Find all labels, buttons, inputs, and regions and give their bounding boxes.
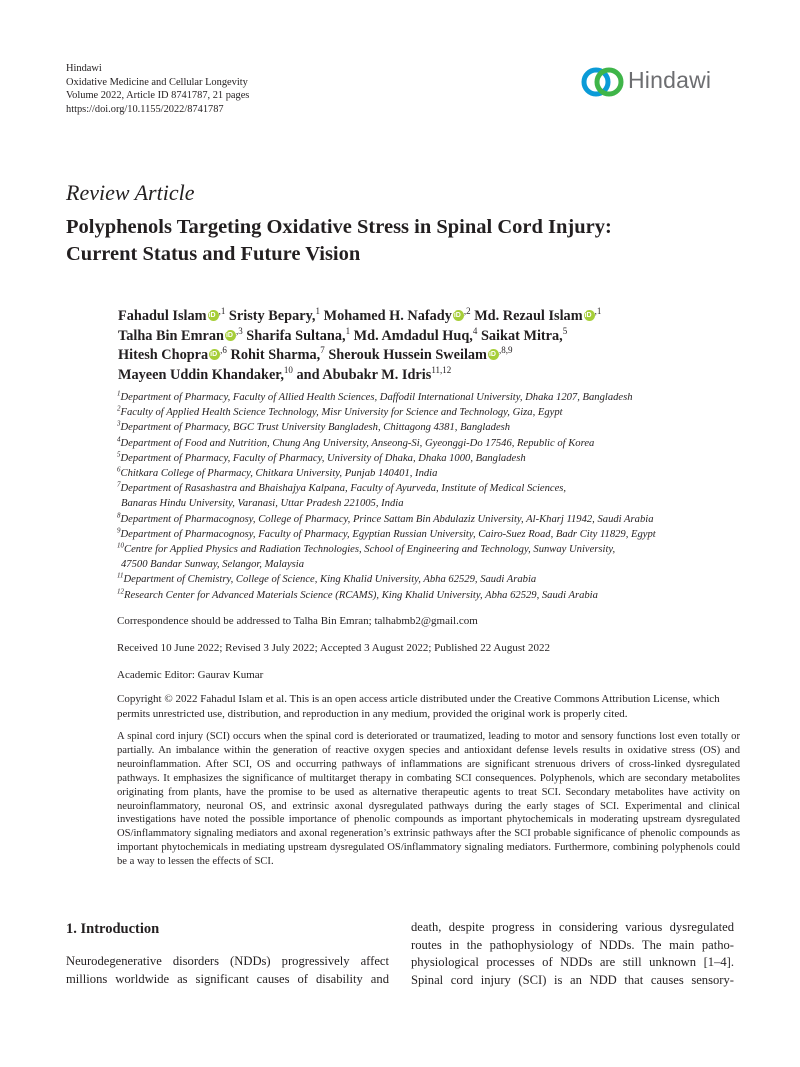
affiliation-marker: 5 [562, 325, 568, 336]
section-heading-introduction: 1. Introduction [66, 921, 160, 937]
affiliation [117, 436, 757, 451]
author-line [118, 346, 758, 366]
orcid-icon[interactable] [225, 330, 236, 341]
author-name: Md. Rezaul Islam [474, 308, 583, 324]
author[interactable] [353, 325, 478, 344]
affiliation [117, 390, 757, 405]
affiliation [117, 588, 757, 603]
affiliation-number: 9 [117, 526, 121, 535]
affiliation-text: Department of Pharmacy, Faculty of Allied Health Sciences, Daffodil International University, Dhaka 1207, Bangladesh [120, 392, 633, 403]
author[interactable] [246, 325, 351, 344]
received-dates: Received 10 June 2022; Revised 3 July 2022; Accepted 3 August 2022; Published 22 August 2022 [117, 642, 550, 654]
copyright-notice: Copyright © 2022 Fahadul Islam et al. This is an open access article distributed under the Creative Commons Attribution License, which permits unrestricted use, distribution, and reproduction in any medium, provided the original work is properly cited. [117, 693, 720, 720]
author[interactable] [474, 308, 601, 324]
author-line [118, 307, 758, 327]
affiliation-number: 4 [117, 435, 121, 444]
academic-editor: Academic Editor: Gaurav Kumar [117, 669, 264, 681]
affiliation-marker: ,6 [220, 345, 227, 356]
affiliation-number: 10 [117, 541, 124, 550]
title-line: Current Status and Future Vision [66, 243, 361, 265]
body-line: death, despite progress in considering various dysregulated [411, 920, 734, 934]
orcid-icon[interactable] [584, 310, 595, 321]
affiliation [117, 557, 757, 572]
publisher-name: Hindawi [66, 63, 102, 74]
title-line: Polyphenols Targeting Oxidative Stress in Spinal Cord Injury: [66, 216, 612, 238]
author-name: Saikat Mitra, [480, 327, 563, 344]
affiliation [117, 481, 757, 496]
affiliation-number: 3 [117, 419, 121, 428]
author-name: Rohit Sharma, [230, 347, 321, 364]
journal-name: Oxidative Medicine and Cellular Longevity [66, 76, 248, 88]
author[interactable] [118, 347, 227, 363]
article-title [66, 214, 746, 268]
affiliation-marker: 11,12 [431, 365, 452, 376]
affiliation-marker: ,3 [235, 325, 243, 336]
orcid-icon[interactable] [488, 349, 499, 360]
affiliation-number: 7 [117, 480, 121, 489]
article-type: Review Article [66, 180, 195, 205]
orcid-icon[interactable] [208, 310, 219, 321]
affiliation-marker: 1 [345, 325, 351, 336]
affiliation-number: 1 [117, 389, 121, 398]
affiliation-list [117, 390, 757, 603]
author[interactable] [118, 308, 225, 324]
affiliation-text: Department of Pharmacy, Faculty of Pharmacy, University of Dhaka, Dhaka 1000, Bangladesh [120, 452, 526, 464]
affiliation-number: 6 [117, 465, 121, 474]
author-name: and Abubakr M. Idris [296, 366, 432, 383]
author-line [118, 366, 758, 386]
abstract: A spinal cord injury (SCI) occurs when the spinal cord is deteriorated or traumatized, leading to motor and sensory functions lost even totally or partially. An imbalance within the generation of reactive oxygen species and antioxidant defense levels results in oxidative stress (OS) and neuroinflammation. After SCI, OS and occurring pathways of inflammations are significant strenuous drivers of cross-linked dysregulated pathways. It emphasizes the significance of multitarget therapy in combating SCI consequences. Polyphenols, which are secondary metabolites originating from plants, have the promise to be used as alternative therapeutic agents to treat SCI. Secondary metabolites have activity on neuroinflammatory, neuronal OS, and extrinsic axonal dysregulated pathways during the early stages of SCI. Experimental and clinical investigations have noted the possible importance of phenolic compounds as important phytochemicals in moderating upstream dysregulated OS/inflammatory signaling mediators and axonal regeneration’s extrinsic pathways after the SCI probable significance of phenolic compounds as important phytochemicals in mediating upstream dysregulated OS/inflammatory signaling mediators. Furthermore, combining polyphenols could be a way to lessen the effects of SCI. [117, 731, 740, 868]
affiliation-number: 5 [117, 450, 121, 459]
author-name: Sristy Bepary, [228, 308, 316, 324]
affiliation-text: Faculty of Applied Health Science Technology, Misr University for Science and Technology, Giza, Egypt [120, 407, 563, 419]
author-name: Sharifa Sultana, [246, 327, 346, 344]
author-name: Mohamed H. Nafady [323, 308, 452, 324]
affiliation-text: Chitkara College of Pharmacy, Chitkara University, Punjab 140401, India [120, 468, 438, 480]
author-line [118, 327, 758, 347]
body-column-left [66, 953, 389, 988]
affiliation-number: 12 [117, 587, 124, 596]
affiliation [117, 572, 757, 587]
author[interactable] [480, 325, 568, 344]
affiliation [117, 420, 757, 435]
author[interactable] [328, 347, 512, 363]
affiliation [117, 512, 757, 527]
affiliation-marker: ,1 [594, 306, 602, 317]
body-line: Spinal cord injury (SCI) is an NDD that causes sensory- [411, 972, 734, 987]
author-name: Mayeen Uddin Khandaker, [118, 366, 284, 383]
author[interactable] [324, 308, 471, 324]
affiliation [117, 405, 757, 420]
affiliation-text: Department of Pharmacognosy, Faculty of Pharmacy, Egyptian Russian University, Cairo-Suez Road, Badr City 11829, Egypt [120, 528, 656, 540]
affiliation [117, 466, 757, 481]
affiliation-marker: ,8,9 [498, 345, 513, 356]
affiliation-text: Department of Pharmacy, BGC Trust University Bangladesh, Chittagong 4381, Bangladesh [120, 422, 511, 434]
doi-link[interactable]: https://doi.org/10.1155/2022/8741787 [66, 103, 224, 115]
body-line: millions worldwide as significant causes of disability and [66, 971, 389, 986]
author-name: Sherouk Hussein Sweilam [328, 347, 487, 364]
orcid-icon[interactable] [209, 349, 220, 360]
hindawi-logo-icon [580, 64, 626, 100]
affiliation-marker: 4 [472, 325, 478, 336]
affiliation-marker: ,1 [218, 306, 226, 317]
author-name: Talha Bin Emran [118, 327, 224, 344]
author[interactable] [229, 308, 320, 324]
affiliation-text: Department of Food and Nutrition, Chung Ang University, Anseong-Si, Gyeonggi-Do 17546, Republic of Korea [120, 437, 595, 449]
affiliation-number: 8 [117, 511, 121, 520]
author[interactable] [297, 367, 452, 383]
hindawi-logo [580, 64, 740, 100]
logo-text: Hindawi [628, 67, 712, 93]
affiliation [117, 451, 757, 466]
affiliation [117, 542, 757, 557]
body-column-right [411, 919, 734, 989]
affiliation-text: Department of Rasashastra and Bhaishajya Kalpana, Faculty of Ayurveda, Institute of Medical Sciences, [120, 483, 567, 495]
body-line: routes in the pathophysiology of NDDs. The main patho- [411, 937, 734, 952]
author-name: Hitesh Chopra [118, 347, 209, 364]
author[interactable] [118, 367, 293, 383]
orcid-icon[interactable] [453, 310, 464, 321]
author[interactable] [118, 325, 243, 344]
body-line: physiological processes of NDDs are still unknown [1–4]. [411, 955, 734, 969]
affiliation-marker: 10 [283, 365, 293, 376]
author-name: Md. Amdadul Huq, [353, 327, 473, 344]
affiliation-text: Research Center for Advanced Materials Science (RCAMS), King Khalid University, Abha 62529, Saudi Arabia [124, 589, 598, 601]
journal-info [66, 62, 249, 116]
author-name: Fahadul Islam [118, 308, 207, 324]
affiliation-marker: ,2 [463, 306, 471, 317]
correspondence: Correspondence should be addressed to Talha Bin Emran; talhabmb2@gmail.com [117, 615, 478, 627]
affiliation-text: Department of Pharmacognosy, College of Pharmacy, Prince Sattam Bin Abdulaziz University, Al-Kharj 11942, Saudi Arabia [120, 513, 654, 525]
affiliation-text: Banaras Hindu University, Varanasi, Uttar Pradesh 221005, India [121, 498, 404, 510]
affiliation-marker: 7 [320, 345, 325, 356]
affiliation-number: 2 [117, 404, 121, 413]
volume-info: Volume 2022, Article ID 8741787, 21 pages [66, 90, 250, 102]
affiliation-number: 11 [117, 571, 124, 580]
affiliation [117, 527, 757, 542]
affiliation [117, 496, 757, 511]
affiliation-text: 47500 Bandar Sunway, Selangor, Malaysia [121, 559, 305, 571]
author[interactable] [231, 347, 325, 363]
body-line: Neurodegenerative disorders (NDDs) progressively affect [66, 954, 389, 968]
affiliation-text: Centre for Applied Physics and Radiation Technologies, School of Engineering and Technology, Sunway University, [124, 544, 616, 556]
author-list [118, 307, 758, 385]
affiliation-text: Department of Chemistry, College of Science, King Khalid University, Abha 62529, Saudi Arabia [123, 574, 537, 586]
affiliation-marker: 1 [315, 306, 320, 317]
